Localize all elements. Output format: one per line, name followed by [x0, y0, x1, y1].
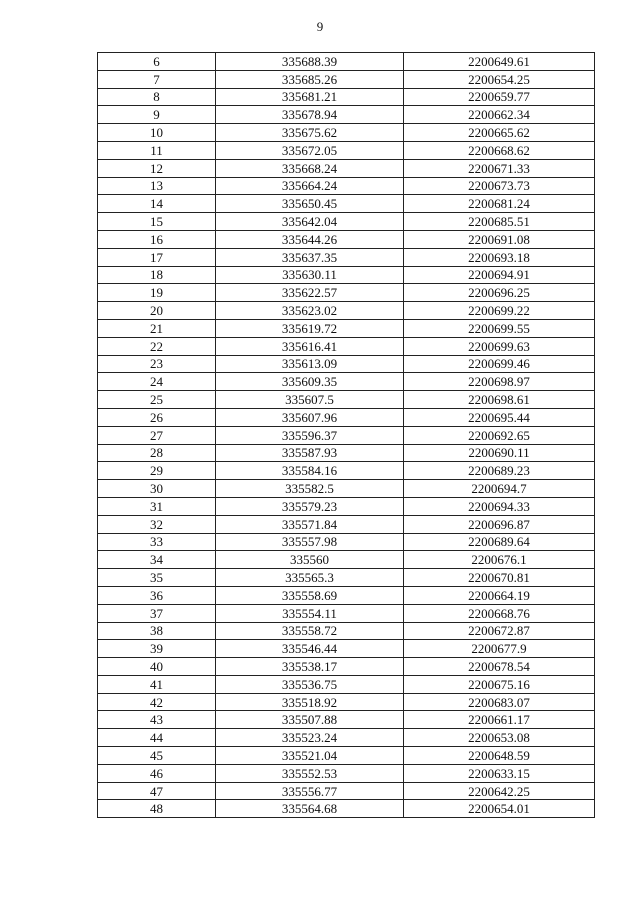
table-row [98, 551, 595, 569]
point-number-cell: 41 [98, 675, 216, 693]
table-row [98, 408, 595, 426]
x-coordinate-cell: 335668.24 [216, 159, 404, 177]
table-row [98, 693, 595, 711]
point-number-cell: 23 [98, 355, 216, 373]
y-coordinate-cell: 2200648.59 [404, 747, 595, 765]
y-coordinate-cell: 2200659.77 [404, 88, 595, 106]
point-number-cell: 34 [98, 551, 216, 569]
y-coordinate-cell: 2200670.81 [404, 569, 595, 587]
x-coordinate-cell: 335688.39 [216, 53, 404, 71]
point-number-cell: 32 [98, 515, 216, 533]
point-number-cell: 48 [98, 800, 216, 818]
table-row [98, 640, 595, 658]
y-coordinate-cell: 2200693.18 [404, 248, 595, 266]
table-row [98, 800, 595, 818]
point-number-cell: 10 [98, 124, 216, 142]
point-number-cell: 26 [98, 408, 216, 426]
y-coordinate-cell: 2200662.34 [404, 106, 595, 124]
table-row [98, 302, 595, 320]
point-number-cell: 29 [98, 462, 216, 480]
y-coordinate-cell: 2200694.7 [404, 480, 595, 498]
y-coordinate-cell: 2200676.1 [404, 551, 595, 569]
y-coordinate-cell: 2200685.51 [404, 213, 595, 231]
point-number-cell: 25 [98, 391, 216, 409]
point-number-cell: 45 [98, 747, 216, 765]
table-row [98, 248, 595, 266]
y-coordinate-cell: 2200696.87 [404, 515, 595, 533]
x-coordinate-cell: 335678.94 [216, 106, 404, 124]
table-row [98, 604, 595, 622]
y-coordinate-cell: 2200673.73 [404, 177, 595, 195]
x-coordinate-cell: 335558.69 [216, 586, 404, 604]
x-coordinate-cell: 335681.21 [216, 88, 404, 106]
table-row [98, 106, 595, 124]
point-number-cell: 20 [98, 302, 216, 320]
table-row [98, 782, 595, 800]
table-row [98, 711, 595, 729]
x-coordinate-cell: 335523.24 [216, 729, 404, 747]
point-number-cell: 28 [98, 444, 216, 462]
point-number-cell: 31 [98, 497, 216, 515]
point-number-cell: 12 [98, 159, 216, 177]
table-row [98, 319, 595, 337]
point-number-cell: 7 [98, 70, 216, 88]
y-coordinate-cell: 2200699.46 [404, 355, 595, 373]
y-coordinate-cell: 2200699.63 [404, 337, 595, 355]
x-coordinate-cell: 335582.5 [216, 480, 404, 498]
x-coordinate-cell: 335685.26 [216, 70, 404, 88]
point-number-cell: 22 [98, 337, 216, 355]
table-row [98, 497, 595, 515]
x-coordinate-cell: 335609.35 [216, 373, 404, 391]
x-coordinate-cell: 335644.26 [216, 230, 404, 248]
y-coordinate-cell: 2200689.64 [404, 533, 595, 551]
x-coordinate-cell: 335556.77 [216, 782, 404, 800]
x-coordinate-cell: 335546.44 [216, 640, 404, 658]
y-coordinate-cell: 2200668.76 [404, 604, 595, 622]
x-coordinate-cell: 335521.04 [216, 747, 404, 765]
point-number-cell: 35 [98, 569, 216, 587]
point-number-cell: 36 [98, 586, 216, 604]
x-coordinate-cell: 335584.16 [216, 462, 404, 480]
y-coordinate-cell: 2200675.16 [404, 675, 595, 693]
y-coordinate-cell: 2200691.08 [404, 230, 595, 248]
y-coordinate-cell: 2200664.19 [404, 586, 595, 604]
table-row [98, 159, 595, 177]
table-row [98, 213, 595, 231]
x-coordinate-cell: 335675.62 [216, 124, 404, 142]
x-coordinate-cell: 335554.11 [216, 604, 404, 622]
table-row [98, 124, 595, 142]
point-number-cell: 11 [98, 141, 216, 159]
x-coordinate-cell: 335579.23 [216, 497, 404, 515]
x-coordinate-cell: 335507.88 [216, 711, 404, 729]
y-coordinate-cell: 2200672.87 [404, 622, 595, 640]
y-coordinate-cell: 2200689.23 [404, 462, 595, 480]
y-coordinate-cell: 2200698.61 [404, 391, 595, 409]
table-row [98, 729, 595, 747]
table-row [98, 141, 595, 159]
y-coordinate-cell: 2200661.17 [404, 711, 595, 729]
point-number-cell: 16 [98, 230, 216, 248]
x-coordinate-cell: 335630.11 [216, 266, 404, 284]
y-coordinate-cell: 2200681.24 [404, 195, 595, 213]
point-number-cell: 8 [98, 88, 216, 106]
point-number-cell: 6 [98, 53, 216, 71]
y-coordinate-cell: 2200677.9 [404, 640, 595, 658]
x-coordinate-cell: 335536.75 [216, 675, 404, 693]
y-coordinate-cell: 2200698.97 [404, 373, 595, 391]
table-row [98, 391, 595, 409]
x-coordinate-cell: 335564.68 [216, 800, 404, 818]
y-coordinate-cell: 2200642.25 [404, 782, 595, 800]
x-coordinate-cell: 335607.5 [216, 391, 404, 409]
point-number-cell: 46 [98, 764, 216, 782]
y-coordinate-cell: 2200699.55 [404, 319, 595, 337]
table-row [98, 622, 595, 640]
x-coordinate-cell: 335565.3 [216, 569, 404, 587]
y-coordinate-cell: 2200683.07 [404, 693, 595, 711]
point-number-cell: 33 [98, 533, 216, 551]
point-number-cell: 21 [98, 319, 216, 337]
x-coordinate-cell: 335607.96 [216, 408, 404, 426]
y-coordinate-cell: 2200653.08 [404, 729, 595, 747]
x-coordinate-cell: 335642.04 [216, 213, 404, 231]
y-coordinate-cell: 2200694.33 [404, 497, 595, 515]
y-coordinate-cell: 2200665.62 [404, 124, 595, 142]
table-row [98, 53, 595, 71]
x-coordinate-cell: 335558.72 [216, 622, 404, 640]
y-coordinate-cell: 2200654.25 [404, 70, 595, 88]
point-number-cell: 9 [98, 106, 216, 124]
table-row [98, 70, 595, 88]
page-number: 9 [316, 19, 324, 34]
table-row [98, 195, 595, 213]
table-row [98, 177, 595, 195]
point-number-cell: 17 [98, 248, 216, 266]
table-row [98, 764, 595, 782]
x-coordinate-cell: 335560 [216, 551, 404, 569]
x-coordinate-cell: 335571.84 [216, 515, 404, 533]
y-coordinate-cell: 2200692.65 [404, 426, 595, 444]
point-number-cell: 38 [98, 622, 216, 640]
x-coordinate-cell: 335557.98 [216, 533, 404, 551]
y-coordinate-cell: 2200699.22 [404, 302, 595, 320]
y-coordinate-cell: 2200694.91 [404, 266, 595, 284]
y-coordinate-cell: 2200695.44 [404, 408, 595, 426]
point-number-cell: 27 [98, 426, 216, 444]
table-row [98, 266, 595, 284]
point-number-cell: 47 [98, 782, 216, 800]
y-coordinate-cell: 2200671.33 [404, 159, 595, 177]
table-row [98, 586, 595, 604]
x-coordinate-cell: 335623.02 [216, 302, 404, 320]
y-coordinate-cell: 2200678.54 [404, 658, 595, 676]
x-coordinate-cell: 335538.17 [216, 658, 404, 676]
y-coordinate-cell: 2200690.11 [404, 444, 595, 462]
point-number-cell: 18 [98, 266, 216, 284]
x-coordinate-cell: 335613.09 [216, 355, 404, 373]
x-coordinate-cell: 335518.92 [216, 693, 404, 711]
table-row [98, 480, 595, 498]
point-number-cell: 43 [98, 711, 216, 729]
point-number-cell: 19 [98, 284, 216, 302]
table-row [98, 515, 595, 533]
x-coordinate-cell: 335622.57 [216, 284, 404, 302]
point-number-cell: 24 [98, 373, 216, 391]
coordinates-table [97, 52, 595, 818]
table-row [98, 284, 595, 302]
x-coordinate-cell: 335619.72 [216, 319, 404, 337]
x-coordinate-cell: 335637.35 [216, 248, 404, 266]
table-row [98, 747, 595, 765]
y-coordinate-cell: 2200649.61 [404, 53, 595, 71]
table-row [98, 444, 595, 462]
point-number-cell: 13 [98, 177, 216, 195]
y-coordinate-cell: 2200668.62 [404, 141, 595, 159]
table-row [98, 426, 595, 444]
x-coordinate-cell: 335552.53 [216, 764, 404, 782]
point-number-cell: 44 [98, 729, 216, 747]
x-coordinate-cell: 335664.24 [216, 177, 404, 195]
x-coordinate-cell: 335587.93 [216, 444, 404, 462]
y-coordinate-cell: 2200696.25 [404, 284, 595, 302]
x-coordinate-cell: 335596.37 [216, 426, 404, 444]
table-row [98, 337, 595, 355]
x-coordinate-cell: 335672.05 [216, 141, 404, 159]
point-number-cell: 42 [98, 693, 216, 711]
coordinates-table-body [98, 53, 595, 818]
point-number-cell: 40 [98, 658, 216, 676]
table-row [98, 533, 595, 551]
table-row [98, 675, 595, 693]
table-row [98, 373, 595, 391]
table-row [98, 230, 595, 248]
point-number-cell: 37 [98, 604, 216, 622]
x-coordinate-cell: 335616.41 [216, 337, 404, 355]
table-row [98, 88, 595, 106]
y-coordinate-cell: 2200654.01 [404, 800, 595, 818]
x-coordinate-cell: 335650.45 [216, 195, 404, 213]
table-row [98, 462, 595, 480]
table-row [98, 355, 595, 373]
point-number-cell: 30 [98, 480, 216, 498]
point-number-cell: 14 [98, 195, 216, 213]
table-row [98, 569, 595, 587]
y-coordinate-cell: 2200633.15 [404, 764, 595, 782]
point-number-cell: 15 [98, 213, 216, 231]
point-number-cell: 39 [98, 640, 216, 658]
table-row [98, 658, 595, 676]
